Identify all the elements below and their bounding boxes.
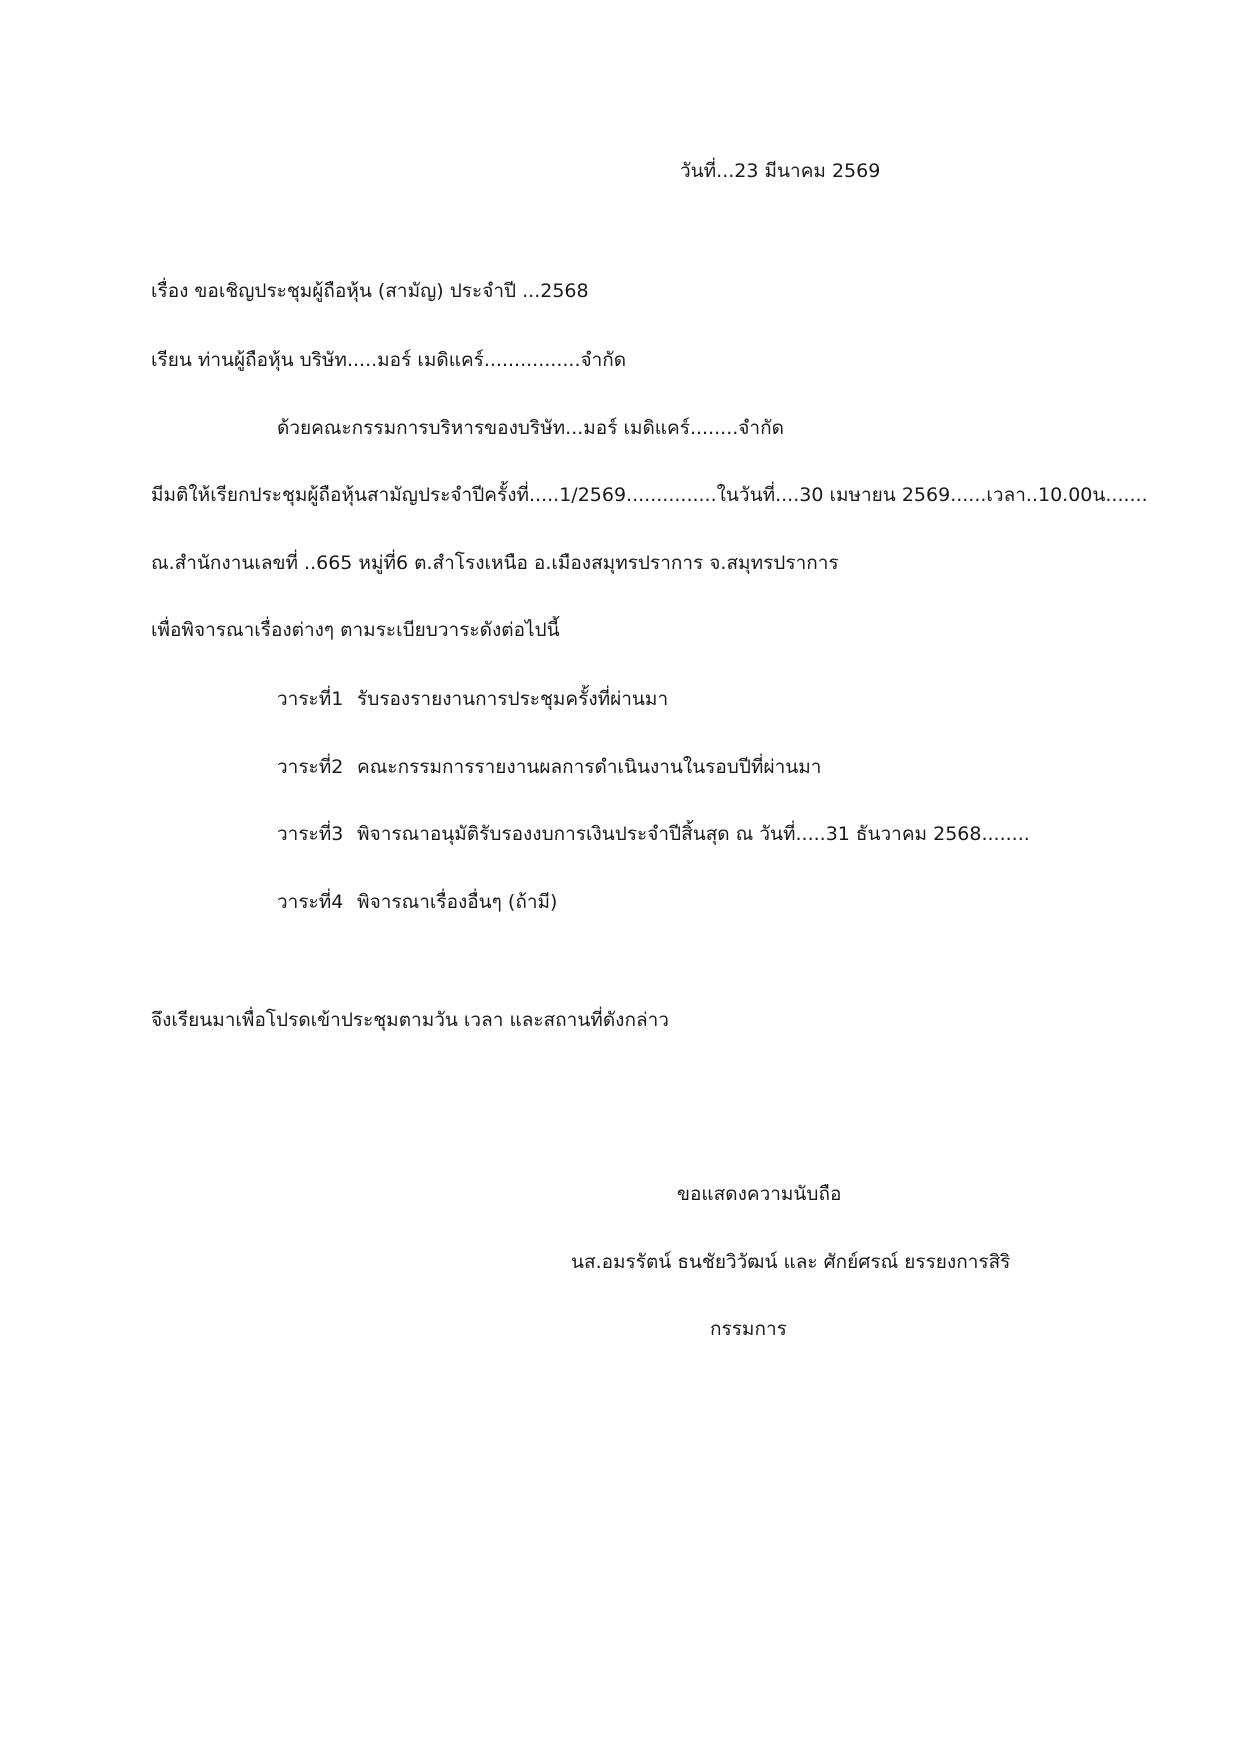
agenda-text: รับรองรายงานการประชุมครั้งที่ผ่านมา <box>357 688 669 710</box>
body-intro: ด้วยคณะกรรมการบริหารของบริษัท...มอร์ เมดิแคร์........จำกัด <box>277 417 784 439</box>
agenda-item <box>277 891 557 914</box>
agenda-label: วาระที่4 <box>277 891 344 913</box>
signature-title: กรรมการ <box>710 1318 787 1340</box>
body-resolution: มีมติให้เรียกประชุมผู้ถือหุ้นสามัญประจำปีครั้งที่.....1/2569...............ในวันที่....30 เมษายน 2569......เวลา..10.00น....... <box>151 484 1148 506</box>
agenda-text: พิจารณาอนุมัติรับรองงบการเงินประจำปีสิ้นสุด ณ วันที่.....31 ธันวาคม 2568........ <box>357 823 1030 845</box>
agenda-text: คณะกรรมการรายงานผลการดำเนินงานในรอบปีที่ผ่านมา <box>357 756 822 778</box>
signature-signer: นส.อมรรัตน์ ธนชัยวิวัฒน์ และ ศักย์ศรณ์ ยรรยงการสิริ <box>571 1251 1011 1273</box>
letter-date: วันที่...23 มีนาคม 2569 <box>680 160 881 182</box>
agenda-text: พิจารณาเรื่องอื่นๆ (ถ้ามี) <box>357 891 558 913</box>
agenda-item <box>277 688 668 711</box>
body-purpose: เพื่อพิจารณาเรื่องต่างๆ ตามระเบียบวาระดังต่อไปนี้ <box>151 619 560 641</box>
body-location: ณ.สำนักงานเลขที่ ..665 หมู่ที่6 ต.สำโรงเหนือ อ.เมืองสมุทรปราการ จ.สมุทรปราการ <box>151 552 839 574</box>
letter-recipient: เรียน ท่านผู้ถือหุ้น บริษัท.....มอร์ เมดิแคร์................จำกัด <box>151 349 627 371</box>
agenda-label: วาระที่1 <box>277 688 344 710</box>
signature-regards: ขอแสดงความนับถือ <box>677 1183 842 1205</box>
agenda-item <box>277 823 1030 846</box>
letter-closing: จึงเรียนมาเพื่อโปรดเข้าประชุมตามวัน เวลา และสถานที่ดังกล่าว <box>151 1009 669 1031</box>
agenda-label: วาระที่3 <box>277 823 344 845</box>
agenda-item <box>277 756 821 779</box>
letter-subject: เรื่อง ขอเชิญประชุมผู้ถือหุ้น (สามัญ) ประจำปี ...2568 <box>151 280 589 302</box>
agenda-label: วาระที่2 <box>277 756 344 778</box>
